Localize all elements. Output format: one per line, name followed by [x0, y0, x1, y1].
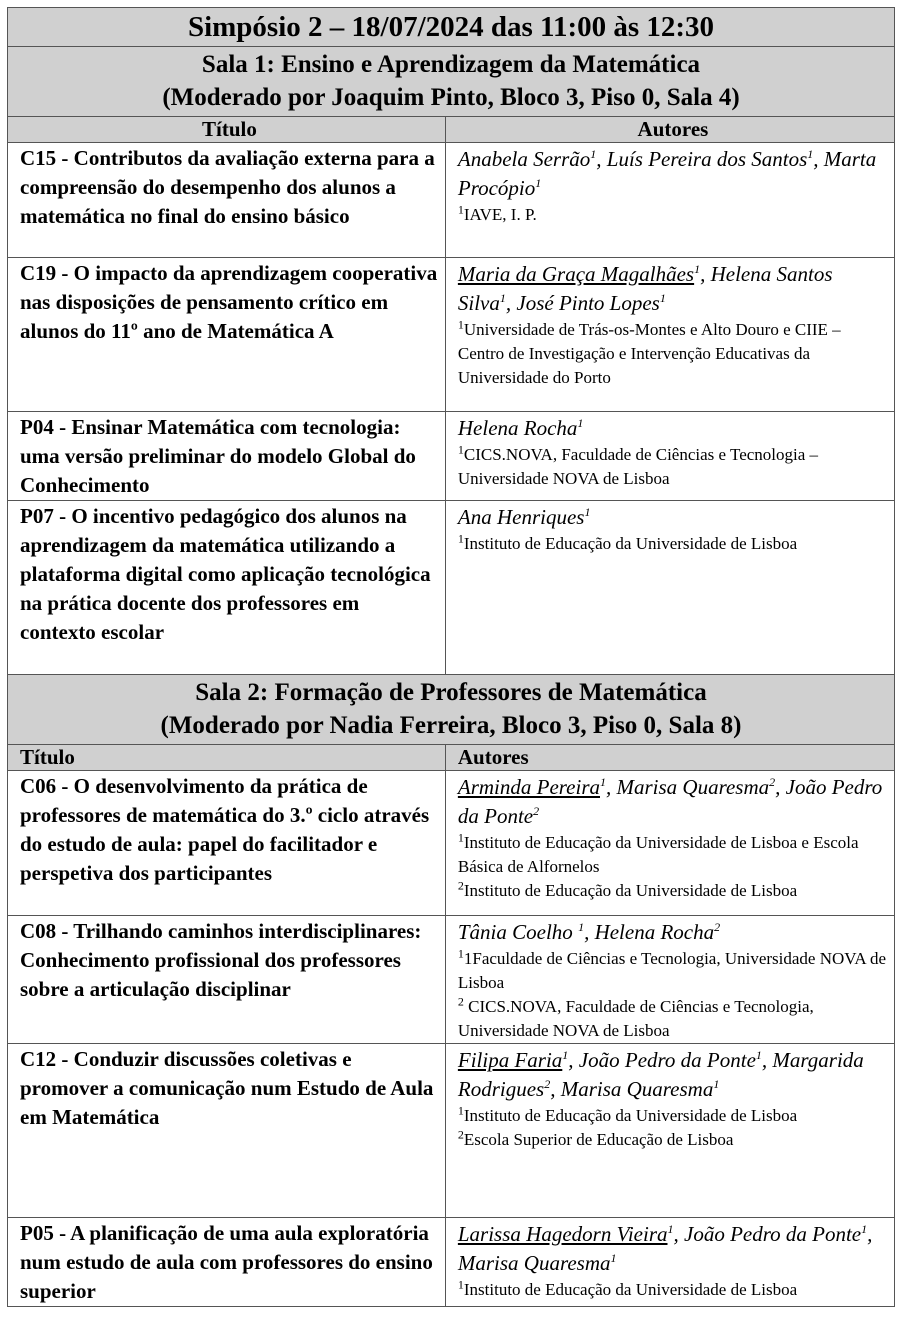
- author-list: [458, 773, 888, 831]
- author-affiliation-mark: 2: [544, 1077, 551, 1091]
- affiliation: [458, 995, 888, 1043]
- sala2-col-title: Título: [8, 745, 446, 771]
- author-list: [458, 145, 888, 203]
- affiliation: [458, 1104, 888, 1128]
- author-affiliation-mark: 1: [755, 1048, 762, 1062]
- affiliation-text: Instituto de Educação da Universidade de Lisboa: [463, 881, 798, 900]
- authors-cell: [445, 1218, 894, 1307]
- author-separator: ,: [761, 1048, 773, 1072]
- affiliation-text: CICS.NOVA, Faculdade de Ciências e Tecnologia – Universidade NOVA de Lisboa: [457, 445, 819, 488]
- author-affiliation-mark: 1: [667, 1222, 674, 1236]
- affiliation-text: Instituto de Educação da Universidade de Lisboa: [463, 1106, 798, 1125]
- author-affiliation-mark: 1: [590, 147, 597, 161]
- symposium-header-row: [8, 8, 895, 47]
- affiliation-text: CICS.NOVA, Faculdade de Ciências e Tecnologia, Universidade NOVA de Lisboa: [457, 997, 814, 1040]
- affiliation-mark: 1: [457, 1277, 464, 1292]
- author-list: [458, 260, 888, 318]
- sala2-name: Sala 2: Formação de Professores de Matemática: [195, 679, 707, 706]
- affiliation-mark: 1: [457, 1103, 464, 1118]
- symposium-table: [7, 7, 895, 1307]
- affiliation-mark: 1: [457, 202, 464, 217]
- author-affiliation-mark: 1: [562, 1048, 569, 1062]
- affiliation-text: Instituto de Educação da Universidade de Lisboa: [463, 534, 798, 553]
- table-row: [8, 916, 895, 1044]
- talk-title: C19 - O impacto da aprendizagem cooperativa nas disposições de pensamento crítico em alunos do 11º ano de Matemática A: [8, 258, 446, 412]
- talk-title: C08 - Trilhando caminhos interdisciplinares: Conhecimento profissional dos professores sobre a articulação disciplinar: [8, 916, 446, 1044]
- author-separator: ,: [700, 262, 711, 286]
- authors-cell: [445, 258, 894, 412]
- presenting-author-name: Arminda Pereira: [457, 775, 600, 799]
- author-list: [458, 503, 888, 532]
- author-affiliation-mark: 2: [769, 775, 776, 789]
- author-separator: ,: [606, 775, 617, 799]
- affiliation: [458, 443, 888, 491]
- talk-title: C15 - Contributos da avaliação externa para a compreensão do desempenho dos alunos a matemática no final do ensino básico: [8, 143, 446, 258]
- table-row: [8, 412, 895, 501]
- author-name: João Pedro da Ponte: [684, 1222, 862, 1246]
- affiliation: [458, 947, 888, 995]
- author-name: Helena Rocha: [457, 416, 578, 440]
- author-separator: ,: [775, 775, 786, 799]
- author-affiliation-mark: 2: [714, 920, 721, 934]
- author-name: Luís Pereira dos Santos: [606, 147, 808, 171]
- program-document: [7, 7, 895, 1307]
- authors-cell: [445, 143, 894, 258]
- author-separator: ,: [568, 1048, 579, 1072]
- author-affiliation-mark: 1: [713, 1077, 720, 1091]
- authors-cell: [445, 412, 894, 501]
- author-affiliation-mark: 1: [610, 1251, 617, 1265]
- sala1-header: [8, 47, 895, 117]
- talk-title: P05 - A planificação de uma aula exploratória num estudo de aula com professores do ensino superior: [8, 1218, 446, 1307]
- affiliation: [458, 831, 888, 879]
- table-row: [8, 501, 895, 675]
- author-affiliation-mark: 2: [533, 804, 540, 818]
- author-affiliation-mark: 1: [807, 147, 814, 161]
- author-affiliation-mark: 1: [861, 1222, 868, 1236]
- author-name: Ana Henriques: [457, 505, 585, 529]
- authors-cell: [445, 501, 894, 675]
- author-separator: ,: [584, 920, 595, 944]
- author-affiliation-mark: 1: [584, 505, 591, 519]
- author-affiliation-mark: 1: [577, 416, 584, 430]
- presenting-author-name: Maria da Graça Magalhães: [457, 262, 695, 286]
- affiliation-text: Instituto de Educação da Universidade de Lisboa e Escola Básica de Alfornelos: [457, 833, 859, 876]
- author-affiliation-mark: 1: [659, 291, 666, 305]
- author-separator: ,: [596, 147, 607, 171]
- affiliation-text: IAVE, I. P.: [463, 205, 537, 224]
- author-name: Margarida Rodrigues: [457, 1048, 864, 1101]
- authors-cell: [445, 771, 894, 916]
- affiliation-mark: 2: [457, 878, 464, 893]
- author-affiliation-mark: 1: [578, 920, 585, 934]
- affiliation-text: Universidade de Trás-os-Montes e Alto Douro e CIIE – Centro de Investigação e Intervenção Educativas da Universidade do Porto: [457, 320, 841, 387]
- sala2-col-authors: Autores: [445, 745, 894, 771]
- talk-title: P04 - Ensinar Matemática com tecnologia: uma versão preliminar do modelo Global do Conhecimento: [8, 412, 446, 501]
- talk-title: C12 - Conduzir discussões coletivas e promover a comunicação num Estudo de Aula em Matemática: [8, 1044, 446, 1218]
- author-list: [458, 414, 888, 443]
- presenting-author-name: Larissa Hagedorn Vieira: [457, 1222, 668, 1246]
- author-name: Helena Rocha: [594, 920, 715, 944]
- affiliation: [458, 318, 888, 390]
- author-name: Tânia Coelho: [457, 920, 579, 944]
- affiliation: [458, 1278, 888, 1302]
- author-name: João Pedro da Ponte: [578, 1048, 756, 1072]
- author-affiliation-mark: 1: [694, 262, 701, 276]
- author-name: Helena Santos Silva: [457, 262, 833, 315]
- presenting-author-name: Filipa Faria: [457, 1048, 563, 1072]
- table-row: [8, 143, 895, 258]
- sala2-header: [8, 675, 895, 745]
- affiliation-text: Instituto de Educação da Universidade de Lisboa: [463, 1280, 798, 1299]
- author-list: [458, 1220, 888, 1278]
- talk-title: C06 - O desenvolvimento da prática de professores de matemática do 3.º ciclo através do estudo de aula: papel do facilitador e perspetiva dos participantes: [8, 771, 446, 916]
- affiliation-mark: 1: [457, 946, 464, 961]
- affiliation-mark: 1: [457, 442, 464, 457]
- sala1-moderator: (Moderado por Joaquim Pinto, Bloco 3, Piso 0, Sala 4): [162, 84, 740, 111]
- author-list: [458, 1046, 888, 1104]
- sala1-column-headers: [8, 117, 895, 143]
- authors-cell: [445, 1044, 894, 1218]
- talk-title: P07 - O incentivo pedagógico dos alunos na aprendizagem da matemática utilizando a plataforma digital como aplicação tecnológica na prática docente dos professores em contexto escolar: [8, 501, 446, 675]
- affiliation-mark: 1: [457, 317, 464, 332]
- affiliation-mark: 2: [457, 994, 464, 1009]
- sala1-header-row: [8, 47, 895, 117]
- affiliation: [458, 1128, 888, 1152]
- authors-cell: [445, 916, 894, 1044]
- affiliation-mark: 2: [457, 1127, 464, 1142]
- author-name: Marisa Quaresma: [457, 1251, 611, 1275]
- table-row: [8, 1218, 895, 1307]
- author-affiliation-mark: 1: [600, 775, 606, 789]
- author-separator: ,: [867, 1222, 873, 1246]
- sala1-col-title: Título: [8, 117, 446, 143]
- sala2-column-headers: [8, 745, 895, 771]
- affiliation: [458, 203, 888, 227]
- author-name: João Pedro da Ponte: [457, 775, 883, 828]
- affiliation-mark: 1: [457, 531, 464, 546]
- affiliation-text: 1Faculdade de Ciências e Tecnologia, Universidade NOVA de Lisboa: [457, 949, 886, 992]
- sala1-col-authors: Autores: [445, 117, 894, 143]
- affiliation-mark: 1: [457, 830, 464, 845]
- author-affiliation-mark: 1: [535, 176, 542, 190]
- author-separator: ,: [505, 291, 517, 315]
- author-list: [458, 918, 888, 947]
- table-row: [8, 771, 895, 916]
- affiliation: [458, 532, 888, 556]
- author-name: Anabela Serrão: [457, 147, 591, 171]
- author-separator: ,: [813, 147, 824, 171]
- author-separator: ,: [550, 1077, 561, 1101]
- author-affiliation-mark: 1: [499, 291, 506, 305]
- sala2-moderator: (Moderado por Nadia Ferreira, Bloco 3, Piso 0, Sala 8): [160, 712, 742, 739]
- author-name: José Pinto Lopes: [516, 291, 660, 315]
- symposium-title: Simpósio 2 – 18/07/2024 das 11:00 às 12:30: [8, 8, 895, 47]
- table-row: [8, 1044, 895, 1218]
- sala1-name: Sala 1: Ensino e Aprendizagem da Matemática: [201, 51, 701, 78]
- affiliation-text: Escola Superior de Educação de Lisboa: [463, 1130, 734, 1149]
- sala2-header-row: [8, 675, 895, 745]
- author-name: Marisa Quaresma: [616, 775, 770, 799]
- author-separator: ,: [673, 1222, 684, 1246]
- table-row: [8, 258, 895, 412]
- author-name: Marisa Quaresma: [560, 1077, 714, 1101]
- author-name: Marta Procópio: [457, 147, 877, 200]
- affiliation: [458, 879, 888, 903]
